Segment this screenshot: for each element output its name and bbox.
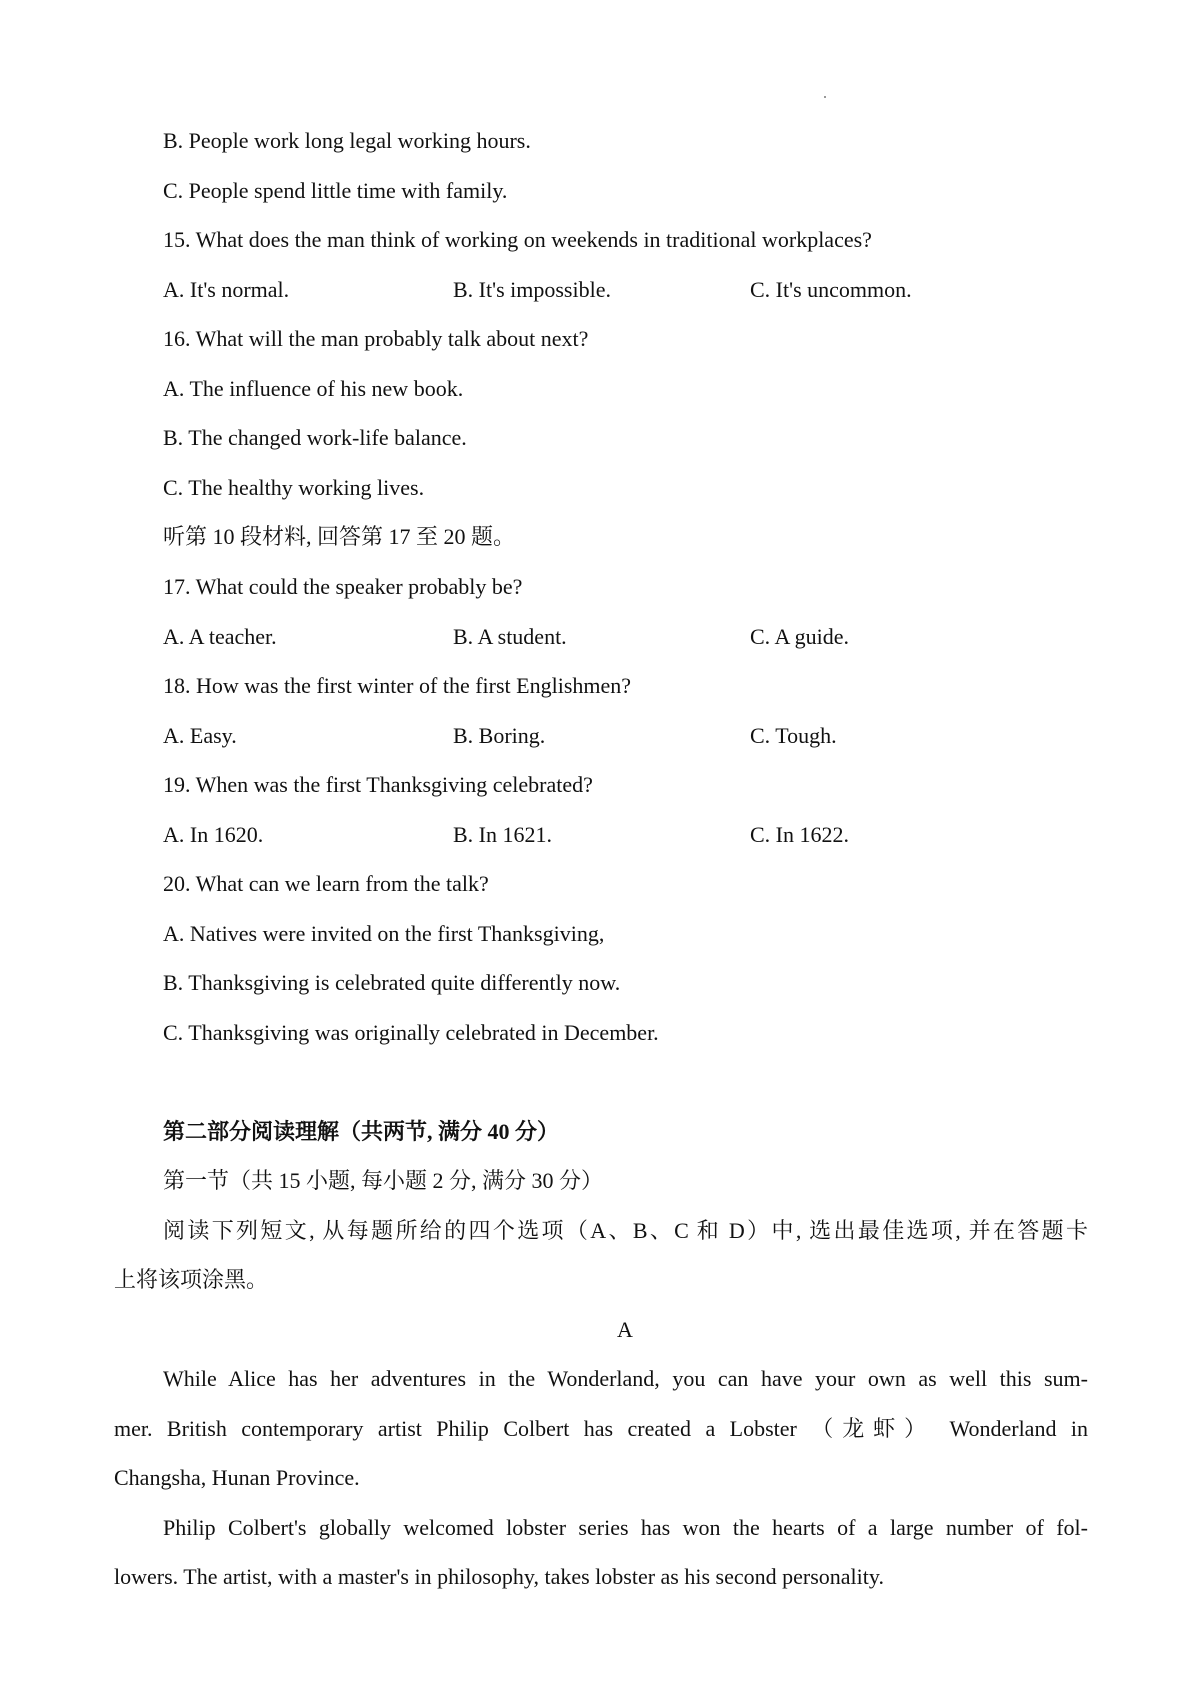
q16-option-a: A. The influence of his new book. — [163, 376, 464, 401]
reading-instruction-line-2: 上将该项涂黑。 — [114, 1267, 269, 1292]
passage-label: A — [617, 1317, 633, 1342]
passage-paragraph-2-line-1: Philip Colbert's globally welcomed lobster series has won the hearts of a large number of fol- — [163, 1515, 1088, 1540]
q17-question: 17. What could the speaker probably be? — [163, 574, 523, 599]
q16-option-b: B. The changed work-life balance. — [163, 425, 467, 450]
q20-question: 20. What can we learn from the talk? — [163, 871, 489, 896]
q14-option-b: B. People work long legal working hours. — [163, 128, 531, 153]
section-one-title: 第一节（共 15 小题, 每小题 2 分, 满分 30 分） — [163, 1168, 604, 1193]
q20-option-b: B. Thanksgiving is celebrated quite differently now. — [163, 970, 621, 995]
q15-option-a: A. It's normal. — [163, 277, 290, 302]
passage-paragraph-1-line-2: mer. British contemporary artist Philip Colbert has created a Lobster （龙虾） Wonderland in — [114, 1416, 1088, 1441]
scan-dot — [824, 96, 826, 98]
q15-question: 15. What does the man think of working on weekends in traditional workplaces? — [163, 227, 872, 252]
q20-option-a: A. Natives were invited on the first Thanksgiving, — [163, 921, 605, 946]
q17-option-a: A. A teacher. — [163, 624, 277, 649]
q19-option-a: A. In 1620. — [163, 822, 264, 847]
section-10-instruction: 听第 10 段材料, 回答第 17 至 20 题。 — [163, 524, 516, 549]
q19-option-b: B. In 1621. — [453, 822, 552, 847]
q18-option-c: C. Tough. — [750, 723, 837, 748]
q16-question: 16. What will the man probably talk about next? — [163, 326, 589, 351]
q17-option-b: B. A student. — [453, 624, 567, 649]
q17-option-c: C. A guide. — [750, 624, 850, 649]
q18-option-a: A. Easy. — [163, 723, 237, 748]
q19-question: 19. When was the first Thanksgiving celebrated? — [163, 772, 593, 797]
passage-paragraph-2-line-2: lowers. The artist, with a master's in philosophy, takes lobster as his second personality. — [114, 1564, 884, 1589]
q18-option-b: B. Boring. — [453, 723, 546, 748]
passage-paragraph-1-line-3: Changsha, Hunan Province. — [114, 1465, 360, 1490]
q18-question: 18. How was the first winter of the first Englishmen? — [163, 673, 632, 698]
q20-option-c: C. Thanksgiving was originally celebrated in December. — [163, 1020, 659, 1045]
q19-option-c: C. In 1622. — [750, 822, 849, 847]
passage-paragraph-1-line-1: While Alice has her adventures in the Wonderland, you can have your own as well this sum- — [163, 1366, 1088, 1391]
q16-option-c: C. The healthy working lives. — [163, 475, 425, 500]
q15-option-b: B. It's impossible. — [453, 277, 611, 302]
q15-option-c: C. It's uncommon. — [750, 277, 912, 302]
part-two-title: 第二部分阅读理解（共两节, 满分 40 分） — [163, 1119, 560, 1144]
q14-option-c: C. People spend little time with family. — [163, 178, 508, 203]
reading-instruction-line-1: 阅读下列短文, 从每题所给的四个选项（A、B、C 和 D）中, 选出最佳选项, 并在答题卡 — [163, 1218, 1088, 1243]
